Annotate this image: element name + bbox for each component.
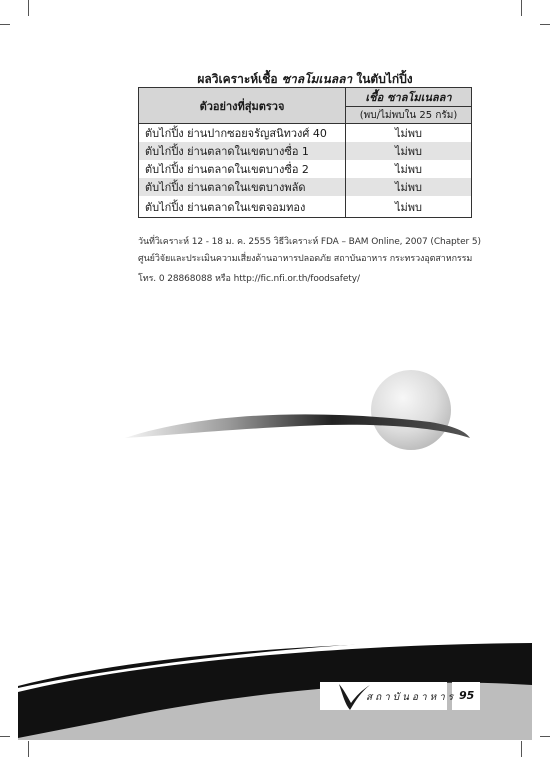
crop-mark [521, 741, 522, 757]
crop-mark [521, 0, 522, 16]
footer-band-graphic [0, 630, 550, 740]
footer-logo-text: สถาบันอาหาร [366, 692, 457, 703]
sample-cell: ตับไก่ปิ้ง ย่านตลาดในเขตบางพลัด [139, 178, 346, 196]
table-header-row [139, 88, 472, 107]
sample-cell: ตับไก่ปิ้ง ย่านปากซอยจรัญสนิทวงศ์ 40 [139, 124, 346, 143]
table-title-suffix: ในตับไก่ปิ้ง [356, 72, 413, 86]
crop-mark [540, 24, 550, 25]
results-table [138, 87, 472, 218]
result-cell: ไม่พบ [346, 142, 472, 160]
col-result-unit: (พบ/ไม่พบใน 25 กรัม) [346, 107, 472, 124]
col-result-header: เชื้อ ซาลโมเนลลา [346, 88, 472, 107]
table-row [139, 160, 472, 178]
table-title-organism: ซาลโมเนลลา [281, 72, 353, 86]
crop-mark [28, 0, 29, 16]
result-cell: ไม่พบ [346, 124, 472, 143]
table-title-prefix: ผลวิเคราะห์เชื้อ [197, 72, 278, 86]
analysis-info-line: วันที่วิเคราะห์ 12 - 18 ม. ค. 2555 วิธีวิเคราะห์ FDA – BAM Online, 2007 (Chapter 5) [138, 237, 481, 247]
contact-info-line: โทร. 0 28868088 หรือ http://fic.nfi.or.th/foodsafety/ [138, 274, 360, 284]
table-row [139, 124, 472, 143]
result-cell: ไม่พบ [346, 160, 472, 178]
page-number: 95 [459, 689, 475, 702]
sample-cell: ตับไก่ปิ้ง ย่านตลาดในเขตบางซื่อ 2 [139, 160, 346, 178]
table-row [139, 142, 472, 160]
crop-mark [0, 24, 10, 25]
sphere-shape [371, 370, 451, 450]
sample-cell: ตับไก่ปิ้ง ย่านตลาดในเขตจอมทอง [139, 196, 346, 218]
lab-info-line: ศูนย์วิจัยและประเมินความเสี่ยงด้านอาหารปลอดภัย สถาบันอาหาร กระทรวงอุตสาหกรรม [138, 254, 473, 264]
table-row [139, 178, 472, 196]
table-row [139, 196, 472, 218]
result-cell: ไม่พบ [346, 196, 472, 218]
result-cell: ไม่พบ [346, 178, 472, 196]
crop-mark [28, 741, 29, 757]
sample-cell: ตับไก่ปิ้ง ย่านตลาดในเขตบางซื่อ 1 [139, 142, 346, 160]
decorative-swoosh-graphic [0, 370, 550, 470]
col-sample-header: ตัวอย่างที่สุ่มตรวจ [139, 88, 346, 124]
